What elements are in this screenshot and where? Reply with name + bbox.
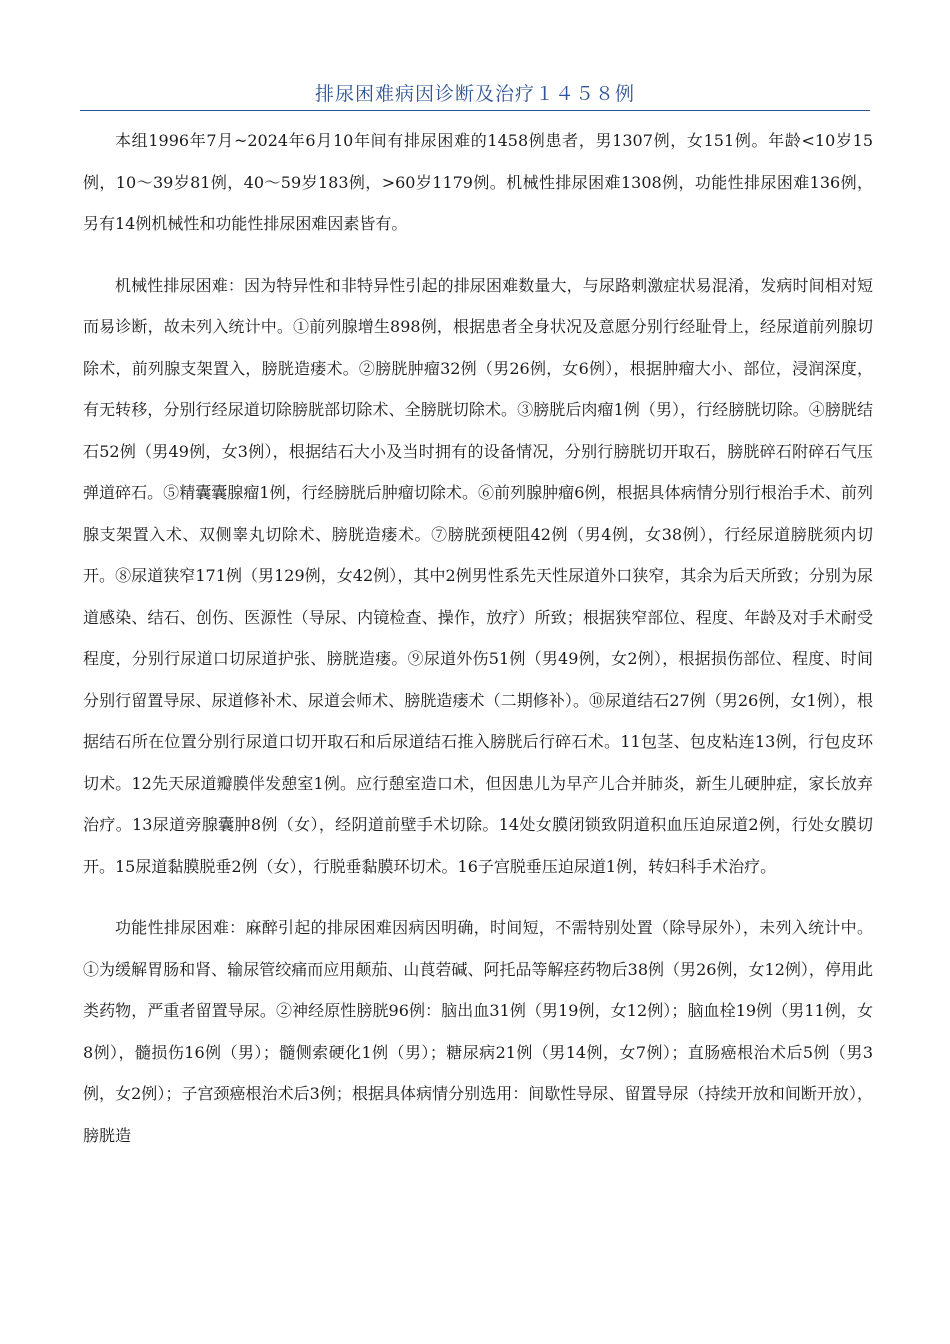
paragraph-functional: 功能性排尿困难：麻醉引起的排尿困难因病因明确，时间短，不需特别处置（除导尿外），未列入统计中。①为缓解胃肠和肾、输尿管绞痛而应用颠茄、山莨菪碱、阿托品等解痉药物后38例（男26例，女12例），停用此类药物，严重者留置导尿。②神经原性膀胱96例：脑出血31例（男19例，女12例）；脑血栓19例（男11例，女8例），髓损伤16例（男）；髓侧索硬化1例（男）；糖尿病21例（男14例，女7例）；直肠癌根治术后5例（男3例，女2例）；子宫颈癌根治术后3例；根据具体病情分别选用：间歇性导尿、留置导尿（持续开放和间断开放），膀胱造	[83, 918, 873, 1145]
title-underline	[80, 110, 870, 111]
paragraph-mechanical: 机械性排尿困难：因为特异性和非特异性引起的排尿困难数量大，与尿路刺激症状易混淆，发病时间相对短而易诊断，故未列入统计中。①前列腺增生898例，根据患者全身状况及意愿分别行经耻骨上，经尿道前列腺切除术，前列腺支架置入，膀胱造瘘术。②膀胱肿瘤32例（男26例，女6例），根据肿瘤大小、部位，浸润深度，有无转移，分别行经尿道切除膀胱部切除术、全膀胱切除术。③膀胱后肉瘤1例（男），行经膀胱切除。④膀胱结石52例（男49例，女3例），根据结石大小及当时拥有的设备情况，分别行膀胱切开取石，膀胱碎石附碎石气压弹道碎石。⑤精囊囊腺瘤1例，行经膀胱后肿瘤切除术。⑥前列腺肿瘤6例，根据具体病情分别行根治手术、前列腺支架置入术、双侧睾丸切除术、膀胱造瘘术。⑦膀胱颈梗阻42例（男4例，女38例），行经尿道膀胱须内切开。⑧尿道狭窄171例（男129例，女42例），其中2例男性系先天性尿道外口狭窄，其余为后天所致；分别为尿道感染、结石、创伤、医源性（导尿、内镜检查、操作，放疗）所致；根据狭窄部位、程度、年龄及对手术耐受程度，分别行尿道口切尿道护张、膀胱造瘘。⑨尿道外伤51例（男49例，女2例），根据损伤部位、程度、时间分别行留置导尿、尿道修补术、尿道会师术、膀胱造瘘术（二期修补）。⑩尿道结石27例（男26例，女1例），根据结石所在位置分别行尿道口切开取石和后尿道结石推入膀胱后行碎石术。11包茎、包皮粘连13例，行包皮环切术。12先天尿道瓣膜伴发憩室1例。应行憩室造口术，但因患儿为早产儿合并肺炎，新生儿硬肿症，家长放弃治疗。13尿道旁腺囊肿8例（女），经阴道前壁手术切除。14处女膜闭锁致阴道积血压迫尿道2例，行处女膜切开。15尿道黏膜脱垂2例（女），行脱垂黏膜环切术。16子宫脱垂压迫尿道1例，转妇科手术治疗。	[83, 275, 873, 876]
paragraph-overview: 本组1996年7月~2024年6月10年间有排尿困难的1458例患者，男1307例，女151例。年龄<10岁15例，10～39岁81例，40～59岁183例，>60岁1179例。机械性排尿困难1308例，功能性排尿困难136例，另有14例机械性和功能性排尿困难因素皆有。	[83, 131, 873, 233]
document-body	[83, 120, 873, 1176]
document-title: 排尿困难病因诊断及治疗１４５８例	[314, 83, 635, 105]
